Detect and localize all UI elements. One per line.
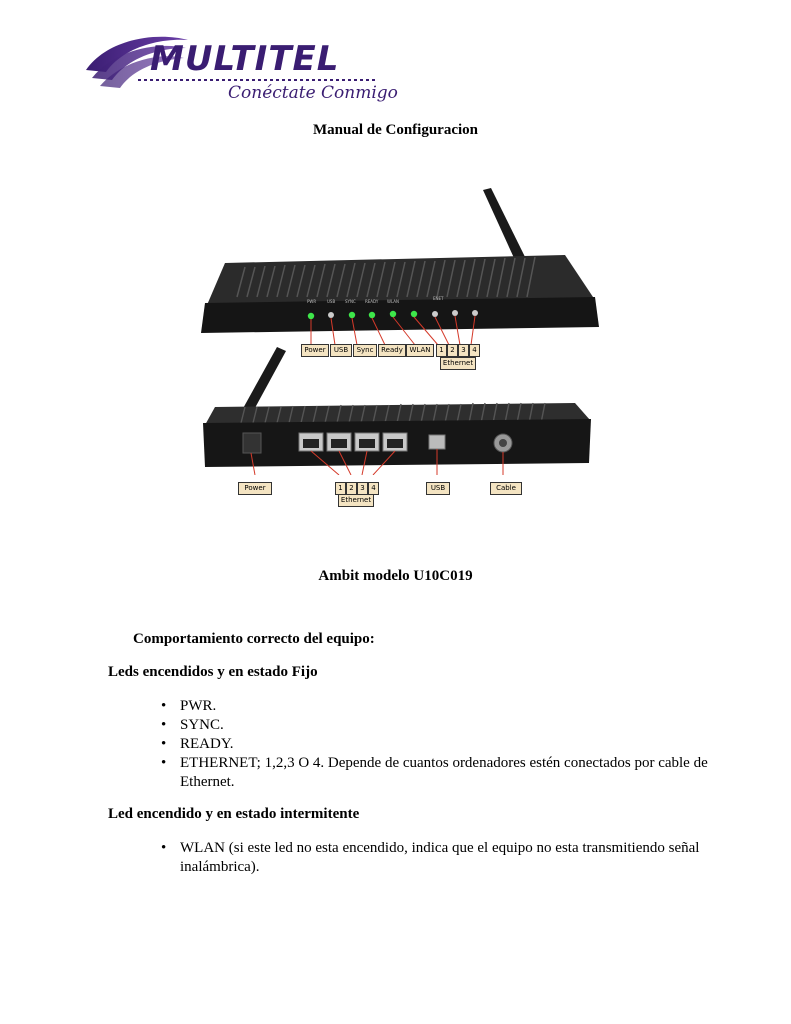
- label-ready: Ready: [378, 344, 406, 357]
- fixed-leds-heading: Leds encendidos y en estado Fijo: [108, 664, 318, 680]
- label-rear-port-2: 2: [346, 482, 357, 495]
- section-heading: Comportamiento correcto del equipo:: [133, 631, 375, 647]
- svg-text:READY: READY: [365, 299, 379, 304]
- bullet-dot: •: [161, 717, 167, 733]
- label-wlan: WLAN: [406, 344, 434, 357]
- label-rear-usb: USB: [426, 482, 450, 495]
- list-item-text: PWR.: [180, 698, 217, 714]
- label-port-1: 1: [436, 344, 447, 357]
- multitel-logo: [78, 30, 398, 105]
- label-power: Power: [301, 344, 329, 357]
- logo-brand: MULTITEL: [150, 39, 340, 79]
- list-item-text: READY.: [180, 736, 234, 752]
- label-rear-ethernet: Ethernet: [338, 494, 374, 507]
- label-rear-cable: Cable: [490, 482, 522, 495]
- svg-text:WLAN: WLAN: [387, 299, 400, 304]
- label-usb: USB: [330, 344, 352, 357]
- label-port-3: 3: [458, 344, 469, 357]
- list-item-text: ETHERNET; 1,2,3 O 4. Depende de cuantos ordenadores estén conectados por cable de: [180, 755, 708, 771]
- list-item: [161, 697, 217, 716]
- document-title: Manual de Configuracion: [312, 122, 478, 138]
- svg-text:SYNC: SYNC: [345, 299, 356, 304]
- svg-text:PWR: PWR: [307, 299, 317, 304]
- bullet-dot: •: [161, 698, 167, 714]
- list-item-text: SYNC.: [180, 717, 224, 733]
- label-port-4: 4: [469, 344, 480, 357]
- label-rear-power: Power: [238, 482, 272, 495]
- bullet-dot: •: [161, 755, 167, 771]
- list-item: [161, 754, 708, 773]
- list-item: [161, 735, 234, 754]
- list-item: [161, 839, 700, 858]
- list-item: [161, 716, 224, 735]
- label-port-2: 2: [447, 344, 458, 357]
- label-rear-port-3: 3: [357, 482, 368, 495]
- label-rear-port-1: 1: [335, 482, 346, 495]
- list-item-continuation: inalámbrica).: [180, 859, 260, 875]
- bullet-dot: •: [161, 736, 167, 752]
- list-item-continuation: Ethernet.: [180, 774, 235, 790]
- model-caption: Ambit modelo U10C019: [318, 568, 473, 584]
- list-item-text: WLAN (si este led no esta encendido, indica que el equipo no esta transmitiendo señal: [180, 840, 700, 856]
- bullet-dot: •: [161, 840, 167, 856]
- router-rear-photo: [185, 345, 605, 475]
- logo-tagline: Conéctate Conmigo: [228, 83, 398, 103]
- label-ethernet-front: Ethernet: [440, 357, 476, 370]
- svg-text:USB: USB: [327, 299, 336, 304]
- blinking-led-heading: Led encendido y en estado intermitente: [108, 806, 360, 822]
- svg-text:ENET: ENET: [433, 296, 444, 301]
- label-rear-port-4: 4: [368, 482, 379, 495]
- label-sync: Sync: [353, 344, 377, 357]
